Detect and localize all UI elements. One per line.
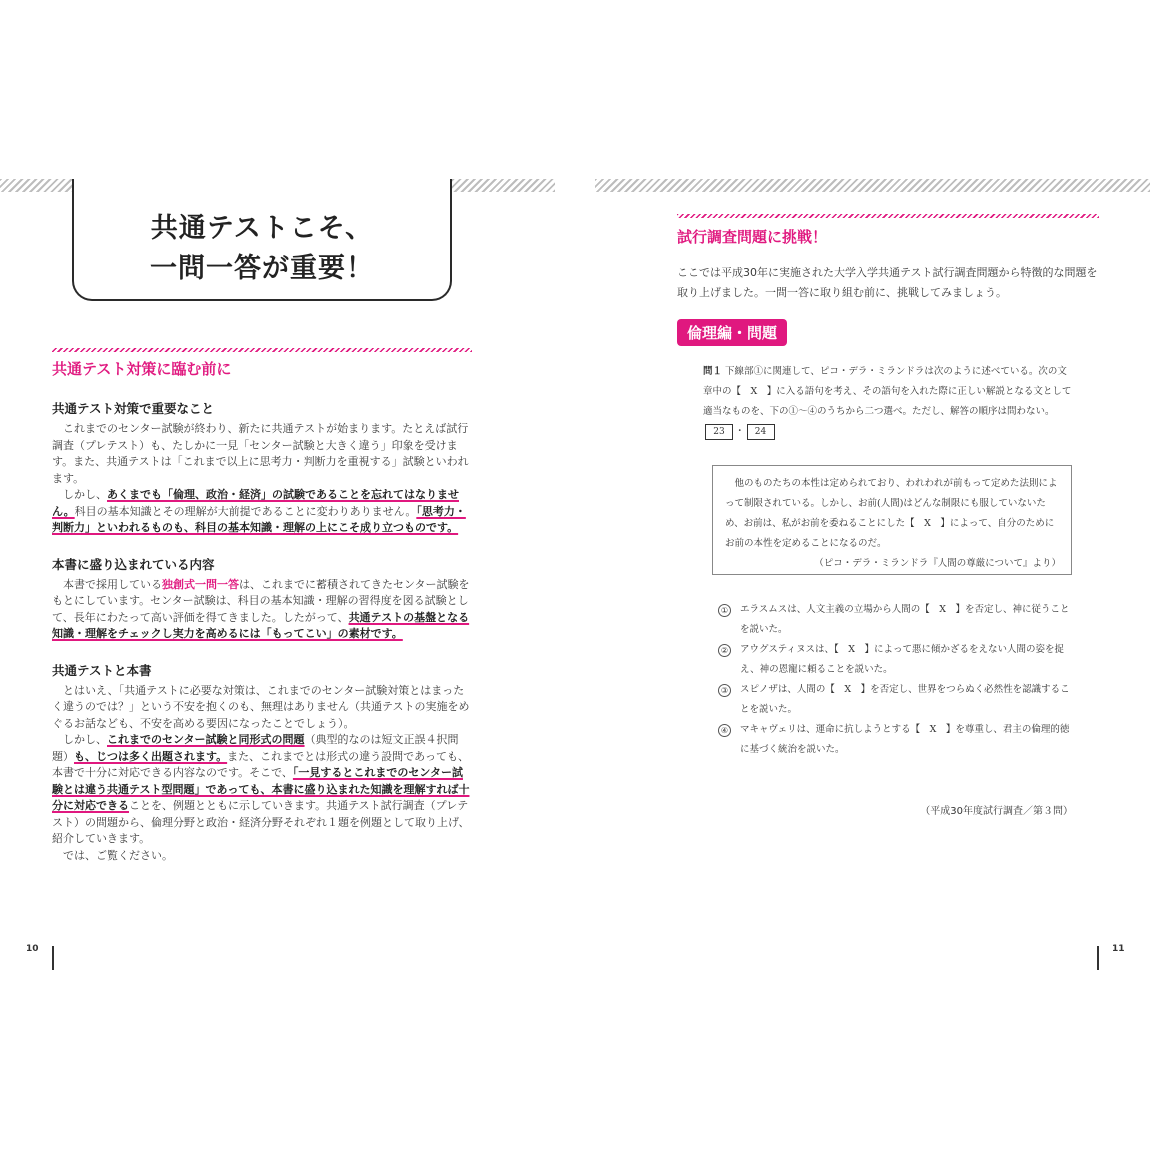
title-box bbox=[72, 179, 452, 301]
passage-box bbox=[712, 465, 1072, 575]
highlight-text: 「一見するとこれまでのセンター試験とは違う共通テスト型問題」であっても、本書に盛り込まれた知識を理解すれば十分に対応できる bbox=[52, 766, 470, 812]
choice-item: ① エラスムスは、人文主義の立場から人間の【 X 】を否定し、神に従うことを説いた。 bbox=[718, 600, 1073, 640]
choice-number: ② bbox=[718, 644, 731, 657]
choice-item: ② アウグスティヌスは、【 X 】によって悪に傾かざるをえない人間の姿を捉え、神の恩寵に頼ることを説いた。 bbox=[718, 640, 1073, 680]
answer-box: 24 bbox=[747, 424, 775, 440]
citation: （平成30年度試行調査／第３問） bbox=[920, 806, 1073, 817]
folio-bar bbox=[52, 946, 54, 970]
paragraph: これまでのセンター試験が終わり、新たに共通テストが始まります。たとえば試行調査（プレテスト）も、たしかに一見「センター試験と大きく違う」印象を受けます。また、共通テストは「これまで以上に思考力・判断力を重視する」試験といわれます。 bbox=[52, 422, 469, 485]
paragraph: しかし、これまでのセンター試験と同形式の問題（典型的なのは短文正誤４択問題）も、じつは多く出題されます。また、これまでとは形式の違う設問であっても、本書で十分に対応できる内容なのです。そこで、「一見するとこれまでのセンター試験とは違う共通テスト型問題」であっても、本書に盛り込まれた知識を理解すれば十分に対応できることを、例題とともに示していきます。共通テスト試行調査（プレテスト）の問題から、倫理分野と政治・経済分野それぞれ１題を例題として取り上げ、紹介していきます。 bbox=[52, 733, 470, 845]
highlight-text: 「思考力・判断力」といわれるものも、科目の基本知識・理解の上にこそ成り立つものです。 bbox=[52, 504, 466, 534]
choices-list bbox=[718, 600, 1073, 760]
question-label: 問１ bbox=[703, 366, 723, 377]
gray-hatch-band bbox=[595, 179, 1150, 192]
subsection-heading: 共通テストと本書 bbox=[52, 662, 152, 678]
question: 問１ 下線部①に関連して、ピコ・デラ・ミランドラは次のように述べている。次の文章中の【 X 】に入る語句を考え、その語句を入れた際に正しい解説となる文として適当なものを、下の①～④のうちから二つ選べ。ただし、解答の順序は問わない。 23 ・ 24 bbox=[703, 362, 1075, 442]
ethics-pill-wrap bbox=[677, 319, 1099, 346]
choice-item: ③ スピノザは、人間の【 X 】を否定し、世界をつらぬく必然性を認識することを説いた。 bbox=[718, 680, 1073, 720]
section-block-2 bbox=[52, 555, 472, 643]
section-block-3 bbox=[52, 661, 472, 865]
ethics-problem-label: 倫理編・問題 bbox=[677, 319, 787, 346]
paragraph: 本書で採用している独創式一問一答は、これまでに蓄積されてきたセンター試験をもとにしています。センター試験は、科目の基本知識・理解の習得度を図る試験として、長年にわたって高い評価を得てきました。したがって、共通テストの基盤となる知識・理解をチェックし実力を高めるには「もってこい」の素材です。 bbox=[52, 577, 470, 640]
highlight-text: これまでのセンター試験と同形式の問題 bbox=[107, 733, 305, 746]
highlight-text: あくまでも「倫理、政治・経済」の試験であることを忘れてはなりません。 bbox=[52, 488, 459, 518]
passage-text: 他のものたちの本性は定められており、われわれが前もって定めた法則によって制限されている。しかし、お前(人間)はどんな制限にも服していないため、お前は、私がお前を委ねることにした【 X 】によって、自分のためにお前の本性を定めることになるのだ。 bbox=[725, 478, 1058, 549]
pink-hatch-line bbox=[677, 214, 1099, 218]
paragraph: では、ご覧ください。 bbox=[63, 848, 173, 862]
title-line-2: 一問一答が重要！ bbox=[150, 253, 374, 284]
pink-hatch-line bbox=[52, 348, 472, 352]
section-heading: 共通テスト対策に臨む前に bbox=[52, 360, 232, 378]
pink-keyword: 独創式一問一答 bbox=[162, 577, 239, 591]
choice-number: ④ bbox=[718, 724, 731, 737]
passage-source: （ピコ・デラ・ミランドラ『人間の尊厳について』より） bbox=[814, 558, 1061, 569]
page-number: 11 bbox=[1112, 944, 1125, 954]
choice-number: ① bbox=[718, 604, 731, 617]
section-block-1 bbox=[52, 399, 472, 537]
left-content bbox=[52, 348, 472, 864]
choice-number: ③ bbox=[718, 684, 731, 697]
challenge-heading: 試行調査問題に挑戦！ bbox=[677, 228, 828, 246]
answer-box: 23 bbox=[705, 424, 733, 440]
right-page bbox=[575, 0, 1150, 1150]
paragraph: とはいえ、「共通テストに必要な対策は、これまでのセンター試験対策とはまったく違うのでは？」という不安を抱くのも、無理はありません（共通テストの実施をめぐるお話なども、不安を高める要因になったことでしょう）。 bbox=[52, 683, 470, 730]
subsection-heading: 共通テスト対策で重要なこと bbox=[52, 401, 215, 416]
subsection-heading: 本書に盛り込まれている内容 bbox=[52, 556, 215, 572]
folio-bar bbox=[1097, 946, 1099, 970]
choice-item: ④ マキャヴェリは、運命に抗しようとする【 X 】を尊重し、君主の倫理的徳に基づく統治を説いた。 bbox=[718, 720, 1073, 760]
right-header bbox=[677, 214, 1099, 346]
page-number: 10 bbox=[26, 944, 39, 954]
paragraph: しかし、あくまでも「倫理、政治・経済」の試験であることを忘れてはなりません。科目の基本知識とその理解が大前提であることに変わりありません。「思考力・判断力」といわれるものも、科目の基本知識・理解の上にこそ成り立つものです。 bbox=[52, 488, 466, 534]
intro-paragraph: ここでは平成30年に実施された大学入学共通テスト試行調査問題から特徴的な問題を取り上げました。一問一答に取り組む前に、挑戦してみましょう。 bbox=[677, 266, 1098, 299]
highlight-text: も、じつは多く出題されます。 bbox=[74, 749, 228, 763]
page-title bbox=[74, 209, 450, 289]
title-line-1: 共通テストこそ、 bbox=[150, 213, 374, 244]
question-text: 下線部①に関連して、ピコ・デラ・ミランドラは次のように述べている。次の文章中の【 X 】に入る語句を考え、その語句を入れた際に正しい解説となる文として適当なものを、下の①～④のうちから二つ選べ。ただし、解答の順序は問わない。 bbox=[703, 366, 1072, 417]
highlight-text: 共通テストの基盤となる知識・理解をチェックし実力を高めるには「もってこい」の素材です。 bbox=[52, 610, 470, 640]
